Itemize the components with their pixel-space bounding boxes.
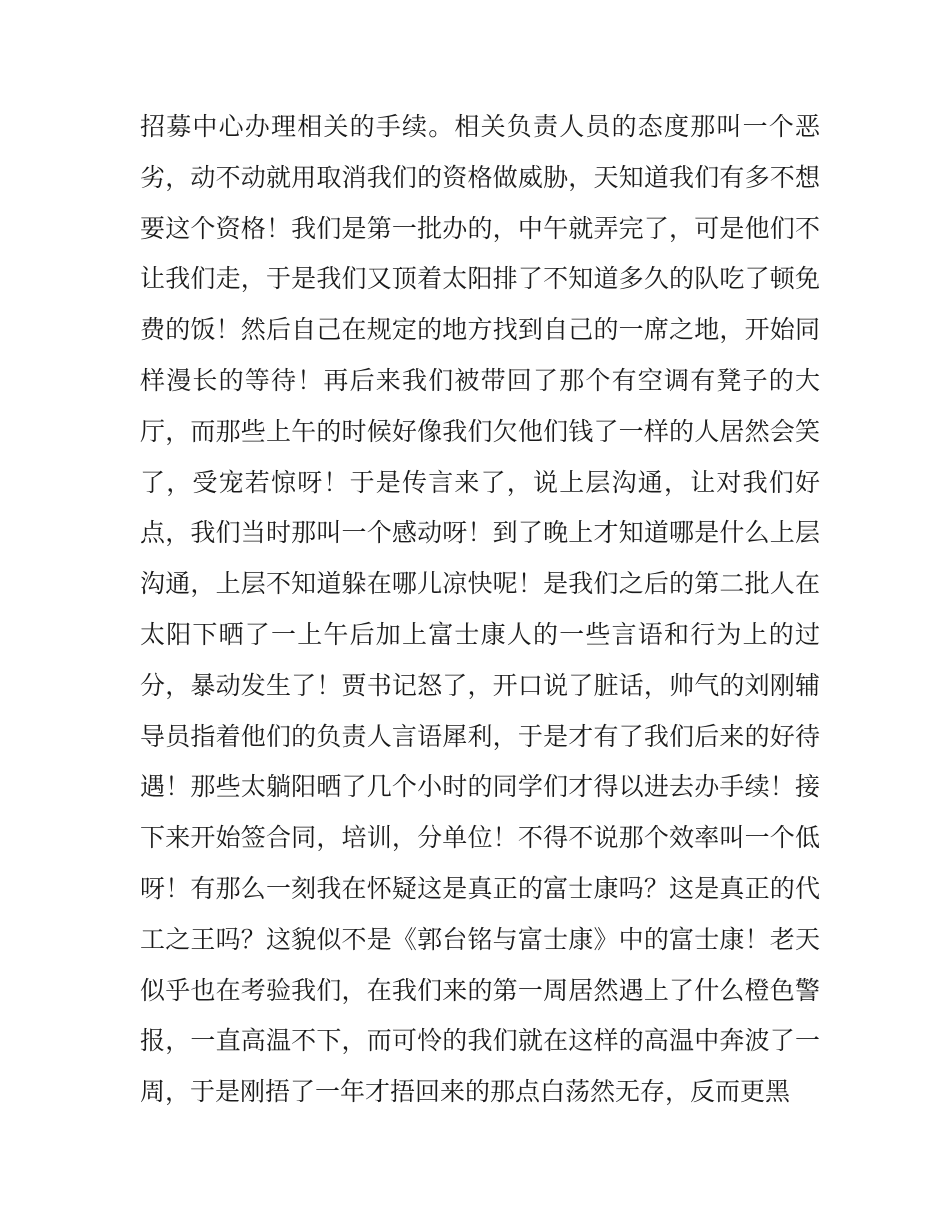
text-line: 招募中心办理相关的手续。相关负责人员的态度那叫一个恶: [140, 112, 820, 141]
text-line: 太阳下晒了一上午后加上富士康人的一些言语和行为上的过: [140, 619, 820, 649]
text-line: 了，受宠若惊呀！于是传言来了，说上层沟通，让对我们好: [140, 467, 820, 497]
text-line: 周，于是刚捂了一年才捂回来的那点白荡然无存，反而更黑: [140, 1077, 791, 1107]
text-line: 遇！那些太躺阳晒了几个小时的同学们才得以进去办手续！接: [140, 772, 820, 802]
text-line: 导员指着他们的负责人言语犀利，于是才有了我们后来的好待: [140, 721, 820, 751]
text-line: 样漫长的等待！再后来我们被带回了那个有空调有凳子的大: [140, 365, 820, 395]
text-line: 要这个资格！我们是第一批办的，中午就弄完了，可是他们不: [140, 213, 820, 243]
text-line: 报，一直高温不下，而可怜的我们就在这样的高温中奔波了一: [140, 1026, 820, 1056]
text-line: 下来开始签合同，培训，分单位！不得不说那个效率叫一个低: [140, 823, 820, 853]
text-line: 费的饭！然后自己在规定的地方找到自己的一席之地，开始同: [140, 315, 820, 345]
text-line: 让我们走，于是我们又顶着太阳排了不知道多久的队吃了顿免: [140, 264, 820, 294]
text-line: 工之王吗？这貌似不是《郭台铭与富士康》中的富士康！老天: [140, 924, 820, 954]
text-line: 沟通，上层不知道躲在哪儿凉快呢！是我们之后的第二批人在: [140, 569, 820, 599]
text-line: 呀！有那么一刻我在怀疑这是真正的富士康吗？这是真正的代: [140, 873, 820, 903]
text-line: 点，我们当时那叫一个感动呀！到了晚上才知道哪是什么上层: [140, 518, 820, 548]
body-paragraph: [140, 102, 820, 1118]
text-line: 分，暴动发生了！贾书记怒了，开口说了脏话，帅气的刘刚辅: [140, 670, 820, 700]
text-line: 似乎也在考验我们，在我们来的第一周居然遇上了什么橙色警: [140, 975, 820, 1005]
text-line: 劣，动不动就用取消我们的资格做威胁，天知道我们有多不想: [140, 162, 820, 192]
text-line: 厅，而那些上午的时候好像我们欠他们钱了一样的人居然会笑: [140, 416, 820, 446]
